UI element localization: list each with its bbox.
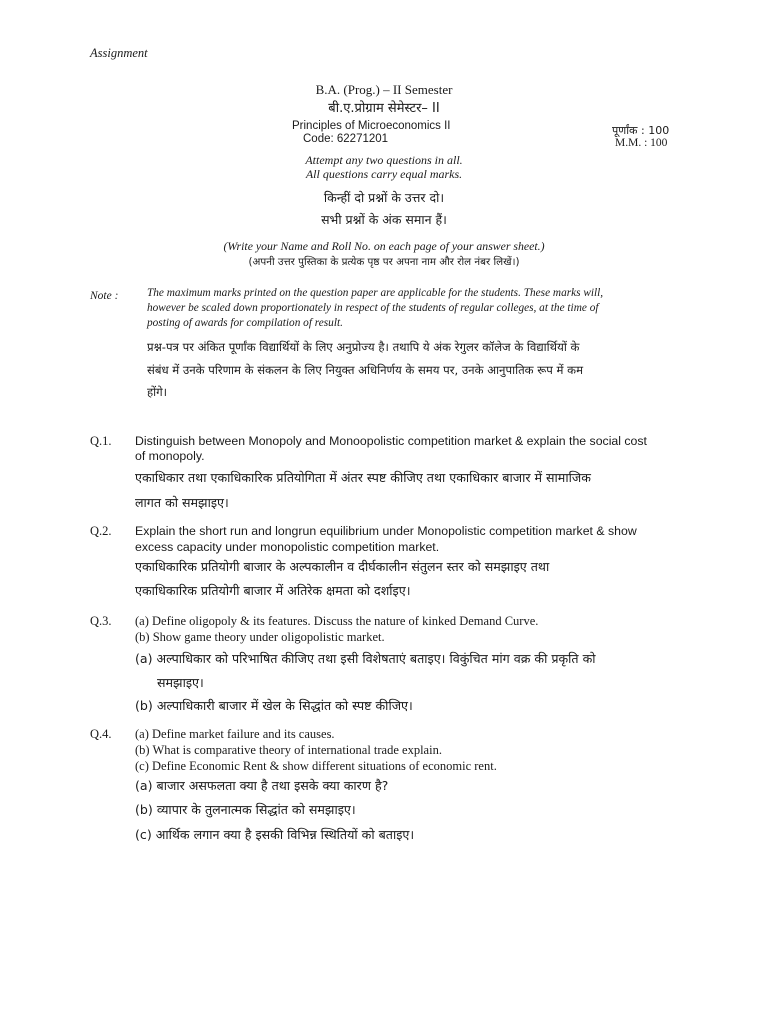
question-4-hi-c: (c) आर्थिक लगान क्या है इसकी विभिन्न स्थितियों को बताइए। bbox=[135, 827, 415, 842]
question-4-en-b: (b) What is comparative theory of international trade explain. bbox=[135, 743, 442, 757]
paper-code: Code: 62271201 bbox=[303, 133, 389, 145]
question-4-en-a: (a) Define market failure and its causes. bbox=[135, 727, 335, 741]
question-3-number: Q.3. bbox=[90, 614, 112, 628]
instruction-attempt: Attempt any two questions in all. bbox=[305, 153, 463, 167]
note-en-line3: posting of awards for compilation of result. bbox=[147, 317, 343, 329]
question-1-hi-line1: एकाधिकार तथा एकाधिकारिक प्रतियोगिता में अंतर स्पष्ट कीजिए तथा एकाधिकार बाजार में सामाजिक bbox=[135, 470, 591, 485]
question-1-en-line2: of monopoly. bbox=[135, 449, 205, 463]
question-2-hi-line1: एकाधिकारिक प्रतियोगी बाजार के अल्पकालीन व दीर्घकालीन संतुलन स्तर को समझाइए तथा bbox=[135, 559, 550, 574]
program-title-en: B.A. (Prog.) – II Semester bbox=[315, 82, 453, 97]
paper-title: Principles of Microeconomics II bbox=[292, 120, 451, 132]
question-1-number: Q.1. bbox=[90, 434, 112, 448]
question-3-hi-a-line1: (a) अल्पाधिकार को परिभाषित कीजिए तथा इसी विशेषताएं बताइए। विकुंचित मांग वक्र की प्रकृति को bbox=[135, 651, 596, 666]
instruction-hi-equal-marks: सभी प्रश्नों के अंक समान हैं। bbox=[321, 212, 447, 227]
question-4-en-c: (c) Define Economic Rent & show different situations of economic rent. bbox=[135, 759, 497, 773]
question-2-en-line2: excess capacity under monopolistic competition market. bbox=[135, 540, 440, 554]
instruction-name-roll-hi: (अपनी उत्तर पुस्तिका के प्रत्येक पृष्ठ पर अपना नाम और रोल नंबर लिखें।) bbox=[248, 256, 520, 268]
instruction-equal-marks: All questions carry equal marks. bbox=[305, 167, 463, 181]
note-en-line2: however be scaled down proportionately in respect of the students of regular colleges, at the time of bbox=[147, 302, 599, 314]
question-3-en-b: (b) Show game theory under oligopolistic market. bbox=[135, 630, 385, 644]
question-4-hi-b: (b) व्यापार के तुलनात्मक सिद्धांत को समझाइए। bbox=[135, 802, 356, 817]
note-hi-line1: प्रश्न-पत्र पर अंकित पूर्णांक विद्यार्थियों के लिए अनुप्रोज्य है। तथापि ये अंक रेगुलर कॉलेज के विद्यार्थियों के bbox=[147, 340, 580, 354]
assignment-label: Assignment bbox=[90, 46, 148, 60]
note-hi-line2: संबंध में उनके परिणाम के संकलन के लिए नियुक्त अधिनिर्णय के समय पर, उनके आनुपातिक रूप में कम bbox=[147, 363, 584, 377]
question-3-hi-b: (b) अल्पाधिकारी बाजार में खेल के सिद्धांत को स्पष्ट कीजिए। bbox=[135, 698, 413, 713]
max-marks-en: M.M. : 100 bbox=[615, 137, 668, 149]
question-3-en-a: (a) Define oligopoly & its features. Discuss the nature of kinked Demand Curve. bbox=[135, 614, 539, 628]
question-4-number: Q.4. bbox=[90, 727, 112, 741]
question-1-en-line1: Distinguish between Monopoly and Monoopolistic competition market & explain the social cost bbox=[135, 434, 647, 448]
question-3-hi-a-line2: समझाइए। bbox=[157, 675, 204, 690]
question-2-en-line1: Explain the short run and longrun equilibrium under Monopolistic competition market & show bbox=[135, 524, 637, 538]
note-hi-line3: होंगे। bbox=[147, 385, 168, 399]
max-marks-hi: पूर्णांक : 100 bbox=[612, 124, 670, 137]
question-1-hi-line2: लागत को समझाइए। bbox=[135, 495, 229, 510]
instruction-hi-attempt: किन्हीं दो प्रश्नों के उत्तर दो। bbox=[323, 190, 445, 205]
question-2-number: Q.2. bbox=[90, 524, 112, 538]
note-en-line1: The maximum marks printed on the question paper are applicable for the students. These marks will, bbox=[147, 287, 604, 299]
instruction-name-roll-en: (Write your Name and Roll No. on each page of your answer sheet.) bbox=[223, 239, 545, 253]
question-2-hi-line2: एकाधिकारिक प्रतियोगी बाजार में अतिरेक क्षमता को दर्शाइए। bbox=[135, 583, 411, 598]
program-title-hi: बी.ए.प्रोग्राम सेमेस्टर– II bbox=[328, 101, 440, 116]
note-label: Note : bbox=[90, 290, 119, 302]
question-4-hi-a: (a) बाजार असफलता क्या है तथा इसके क्या कारण है? bbox=[135, 778, 389, 793]
